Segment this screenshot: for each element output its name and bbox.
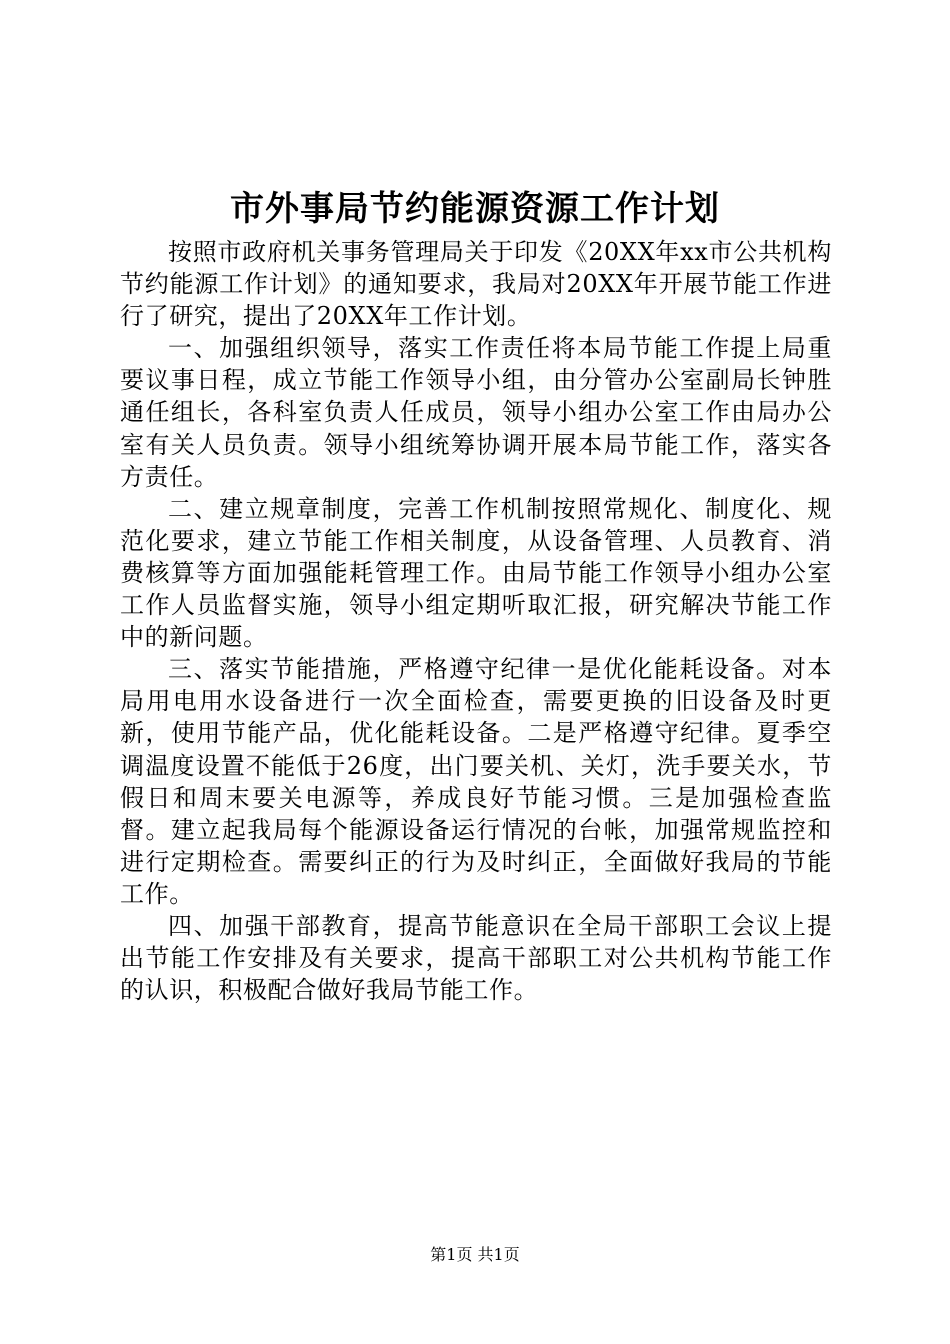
paragraph-section-3: 三、落实节能措施，严格遵守纪律一是优化能耗设备。对本局用电用水设备进行一次全面检查，需要更换的旧设备及时更新，使用节能产品，优化能耗设备。二是严格遵守纪律。夏季空调温度设置不能低于26度，出门要关机、关灯，洗手要关水，节假日和周末要关电源等，养成良好节能习惯。三是加强检查监督。建立起我局每个能源设备运行情况的台帐，加强常规监控和进行定期检查。需要纠正的行为及时纠正，全面做好我局的节能工作。 — [120, 655, 832, 908]
paragraph-intro: 按照市政府机关事务管理局关于印发《20XX年xx市公共机构节约能源工作计划》的通知要求，我局对20XX年开展节能工作进行了研究，提出了20XX年工作计划。 — [120, 238, 832, 331]
paragraph-section-4: 四、加强干部教育，提高节能意识在全局干部职工会议上提出节能工作安排及有关要求，提高干部职工对公共机构节能工作的认识，积极配合做好我局节能工作。 — [120, 911, 832, 1005]
page-footer: 第1页 共1页 — [430, 1245, 520, 1264]
document-title: 市外事局节约能源资源工作计划 — [230, 189, 720, 229]
document-body — [120, 236, 832, 1006]
paragraph-section-1: 一、加强组织领导，落实工作责任将本局节能工作提上局重要议事日程，成立节能工作领导小组，由分管办公室副局长钟胜通任组长，各科室负责人任成员，领导小组办公室工作由局办公室有关人员负责。领导小组统筹协调开展本局节能工作，落实各方责任。 — [120, 334, 832, 491]
paragraph-section-2: 二、建立规章制度，完善工作机制按照常规化、制度化、规范化要求，建立节能工作相关制度，从设备管理、人员教育、消费核算等方面加强能耗管理工作。由局节能工作领导小组办公室工作人员监督实施，领导小组定期听取汇报，研究解决节能工作中的新问题。 — [120, 494, 832, 652]
